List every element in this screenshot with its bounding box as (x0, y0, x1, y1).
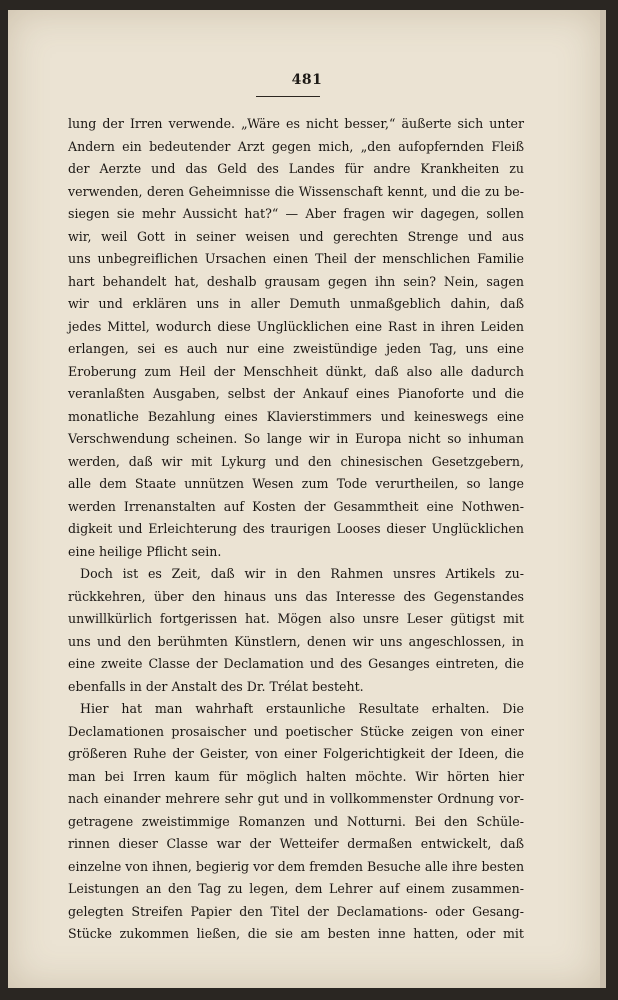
header-rule (256, 96, 320, 97)
text-line: werden, daß wir mit Lykurg und den chinesischen Gesetzgebern, (68, 453, 524, 469)
text-line: größeren Ruhe der Geister, von einer Folgerichtigkeit der Ideen, die (68, 746, 524, 761)
text-line: erlangen, sei es auch nur eine zweistündige jeden Tag, uns eine (68, 341, 524, 356)
text-line: wir und erklären uns in aller Demuth unmaßgeblich dahin, daß (68, 296, 524, 311)
text-line: man bei Irren kaum für möglich halten möchte. Wir hörten hier (68, 768, 524, 784)
text-line: gelegten Streifen Papier den Titel der Declamations- oder Gesang- (68, 903, 524, 919)
text-line: rückkehren, über den hinaus uns das Interesse des Gegenstandes (68, 588, 524, 604)
text-line: uns unbegreiflichen Ursachen einen Theil der menschlichen Familie (68, 251, 524, 266)
text-line: ebenfalls in der Anstalt des Dr. Trélat besteht. (68, 678, 364, 694)
text-line: uns und den berühmten Künstlern, denen wir uns angeschlossen, in (68, 633, 524, 649)
text-line: jedes Mittel, wodurch diese Unglücklichen eine Rast in ihren Leiden (68, 318, 524, 334)
text-line: siegen sie mehr Aussicht hat?“ — Aber fragen wir dagegen, sollen (68, 206, 524, 221)
text-line: eine heilige Pflicht sein. (68, 543, 222, 559)
text-line: lung der Irren verwende. „Wäre es nicht besser,“ äußerte sich unter (68, 116, 524, 131)
text-line: Hier hat man wahrhaft erstaunliche Resultate erhalten. Die (80, 701, 524, 716)
text-line: alle dem Staate unnützen Wesen zum Tode verurtheilen, so lange (68, 476, 524, 491)
text-line: Doch ist es Zeit, daß wir in den Rahmen unsres Artikels zu- (80, 566, 524, 581)
text-line: Andern ein bedeutender Arzt gegen mich, „den aufopfernden Fleiß (68, 138, 524, 154)
text-line: werden Irrenanstalten auf Kosten der Gesammtheit eine Nothwen- (68, 498, 524, 514)
text-line: verwenden, deren Geheimnisse die Wissenschaft kennt, und die zu be- (68, 183, 524, 199)
text-line: Verschwendung scheinen. So lange wir in Europa nicht so inhuman (68, 431, 524, 446)
text-line: rinnen dieser Classe war der Wetteifer dermaßen entwickelt, daß (68, 836, 524, 851)
text-line: der Aerzte und das Geld des Landes für andre Krankheiten zu (68, 161, 524, 176)
text-line: einzelne von ihnen, begierig vor dem fremden Besuche alle ihre besten (68, 858, 525, 874)
text-line: nach einander mehrere sehr gut und in vollkommenster Ordnung vor- (68, 791, 524, 806)
text-line: Eroberung zum Heil der Menschheit dünkt, daß also alle dadurch (68, 363, 524, 379)
page-number: 481 (291, 72, 323, 88)
text-line: eine zweite Classe der Declamation und des Gesanges eintreten, die (68, 656, 524, 671)
text-line: veranlaßten Ausgaben, selbst der Ankauf eines Pianoforte und die (68, 386, 524, 401)
text-line: monatliche Bezahlung eines Klavierstimmers und keineswegs eine (68, 408, 524, 424)
text-line: Leistungen an den Tag zu legen, dem Lehrer auf einem zusammen- (68, 881, 524, 896)
text-line: Stücke zukommen ließen, die sie am besten inne hatten, oder mit (68, 926, 524, 941)
text-line: getragene zweistimmige Romanzen und Notturni. Bei den Schüle- (68, 813, 524, 829)
body-text (68, 113, 524, 946)
text-line: Declamationen prosaischer und poetischer Stücke zeigen von einer (68, 723, 524, 739)
text-line: unwillkürlich fortgerissen hat. Mögen also unsre Leser gütigst mit (68, 611, 524, 626)
text-line: digkeit und Erleichterung des traurigen Looses dieser Unglücklichen (68, 521, 524, 536)
text-line: hart behandelt hat, deshalb grausam gegen ihn sein? Nein, sagen (68, 273, 524, 289)
book-page (8, 10, 606, 988)
text-line: wir, weil Gott in seiner weisen und gerechten Strenge und aus (68, 228, 524, 244)
